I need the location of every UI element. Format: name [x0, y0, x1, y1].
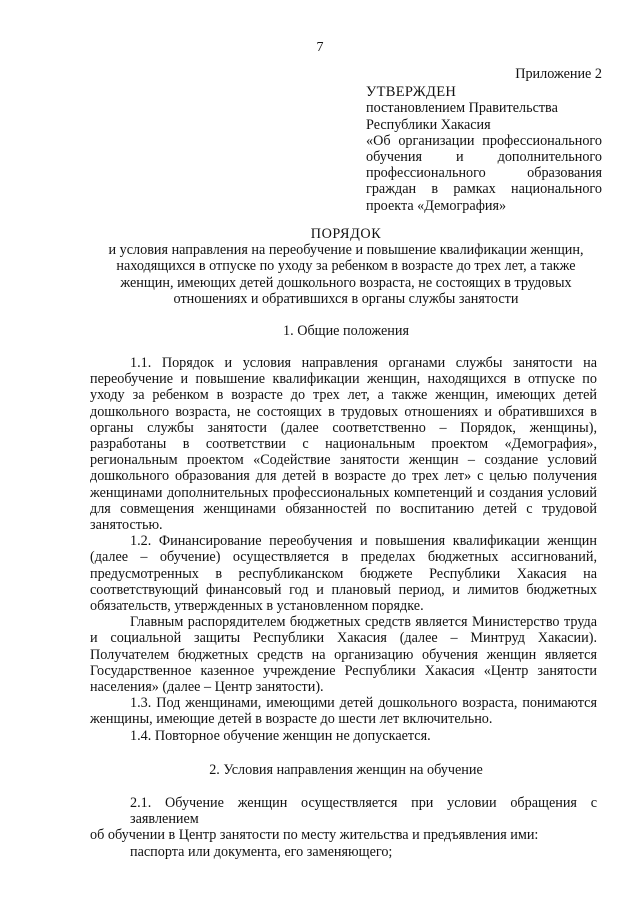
paragraph-1-4 [90, 728, 597, 744]
approval-line: проекта «Демография» [366, 197, 507, 214]
text-line: 2.1. Обучение женщин осуществляется при условии обращения с заявлением [130, 795, 597, 828]
text-line: дошкольного возраста, не состоящих в трудовых отношениях и обратившихся в [90, 403, 597, 420]
text-line: дошкольного образования для детей в возрасте до трех лет» с целью получения [90, 468, 597, 485]
title-main: ПОРЯДОК [310, 226, 382, 242]
approval-line: «Об организации профессионального [366, 132, 602, 149]
page-number: 7 [316, 40, 324, 55]
approval-stamp-block [366, 66, 602, 214]
paragraph-1-1 [90, 355, 597, 533]
text-line: об обучении в Центр занятости по месту жительства и предъявления ими: [90, 827, 539, 844]
text-line: паспорта или документа, его заменяющего; [130, 843, 393, 860]
paragraph-2-1 [90, 795, 597, 844]
text-line: разработаны в соответствии с национальным проектом «Демография», [90, 436, 597, 453]
text-line: женщинами дополнительных профессиональных компетенций и создания условий [90, 484, 597, 501]
text-line: переобучение и повышение квалификации женщин, находящихся в отпуске по [90, 371, 597, 388]
section-1-heading: 1. Общие положения [283, 323, 409, 339]
paragraph-1-3 [90, 695, 597, 727]
section-2-body [90, 795, 597, 860]
text-line: женщины, имеющие детей в возрасте до шести лет включительно. [90, 711, 493, 728]
approval-line: граждан в рамках национального [366, 181, 602, 198]
title-line: находящихся в отпуске по уходу за ребенком в возрасте до трех лет, а также [116, 258, 576, 275]
text-line: предусмотренных в республиканском бюджете Республики Хакасия на [90, 565, 597, 582]
approval-line: Республики Хакасия [366, 116, 491, 133]
text-line: 1.3. Под женщинами, имеющими детей дошкольного возраста, понимаются [130, 695, 597, 712]
text-line: населения» (далее – Центр занятости). [90, 679, 324, 696]
text-line: соответствующий финансовый год и плановый период, и лимитов бюджетных [90, 581, 597, 598]
text-line: Получателем бюджетных средств на организацию обучения женщин является [90, 646, 597, 663]
text-line: обязательств, утвержденных в установленном порядке. [90, 598, 424, 615]
approval-line: постановлением Правительства [366, 100, 558, 117]
text-line: (далее – обучение) осуществляется в пределах бюджетных ассигнований, [90, 549, 597, 566]
title-line: отношениях и обратившихся в органы службы занятости [173, 290, 519, 307]
approval-line: профессионального образования [366, 165, 602, 182]
paragraph-2-1-item [90, 844, 597, 860]
section-1-body [90, 355, 597, 744]
text-line: уходу за ребенком в возрасте до трех лет, а также женщин, имеющих детей [90, 387, 597, 404]
text-line: занятостью. [90, 517, 163, 534]
text-line: 1.1. Порядок и условия направления органами службы занятости на [130, 355, 597, 371]
text-line: для совмещения женщинами обязанностей по воспитанию детей с трудовой [90, 500, 597, 517]
appendix-label: Приложение 2 [515, 66, 602, 82]
title-line: и условия направления на переобучение и повышение квалификации женщин, [108, 242, 584, 259]
title-line: женщин, имеющих детей дошкольного возраста, не состоящих в трудовых [120, 274, 572, 291]
section-2-heading: 2. Условия направления женщин на обучение [209, 762, 483, 778]
approval-line: обучения и дополнительного [366, 149, 602, 166]
text-line: органы службы занятости (далее соответственно – Порядок, женщины), [90, 419, 597, 436]
approved-heading: УТВЕРЖДЕН [366, 84, 457, 101]
text-line: региональным проектом «Содействие занятости женщин – создание условий [90, 452, 597, 469]
text-line: и социальной защиты Республики Хакасия (далее – Минтруд Хакасии). [90, 630, 597, 647]
text-line: Главным распорядителем бюджетных средств является Министерство труда [130, 614, 597, 631]
text-line: 1.4. Повторное обучение женщин не допускается. [130, 727, 431, 744]
document-title [96, 226, 596, 307]
paragraph-1-2-continued [90, 614, 597, 695]
text-line: 1.2. Финансирование переобучения и повышения квалификации женщин [130, 533, 597, 550]
text-line: Государственное казенное учреждение Республики Хакасия «Центр занятости [90, 662, 597, 679]
paragraph-1-2 [90, 533, 597, 614]
